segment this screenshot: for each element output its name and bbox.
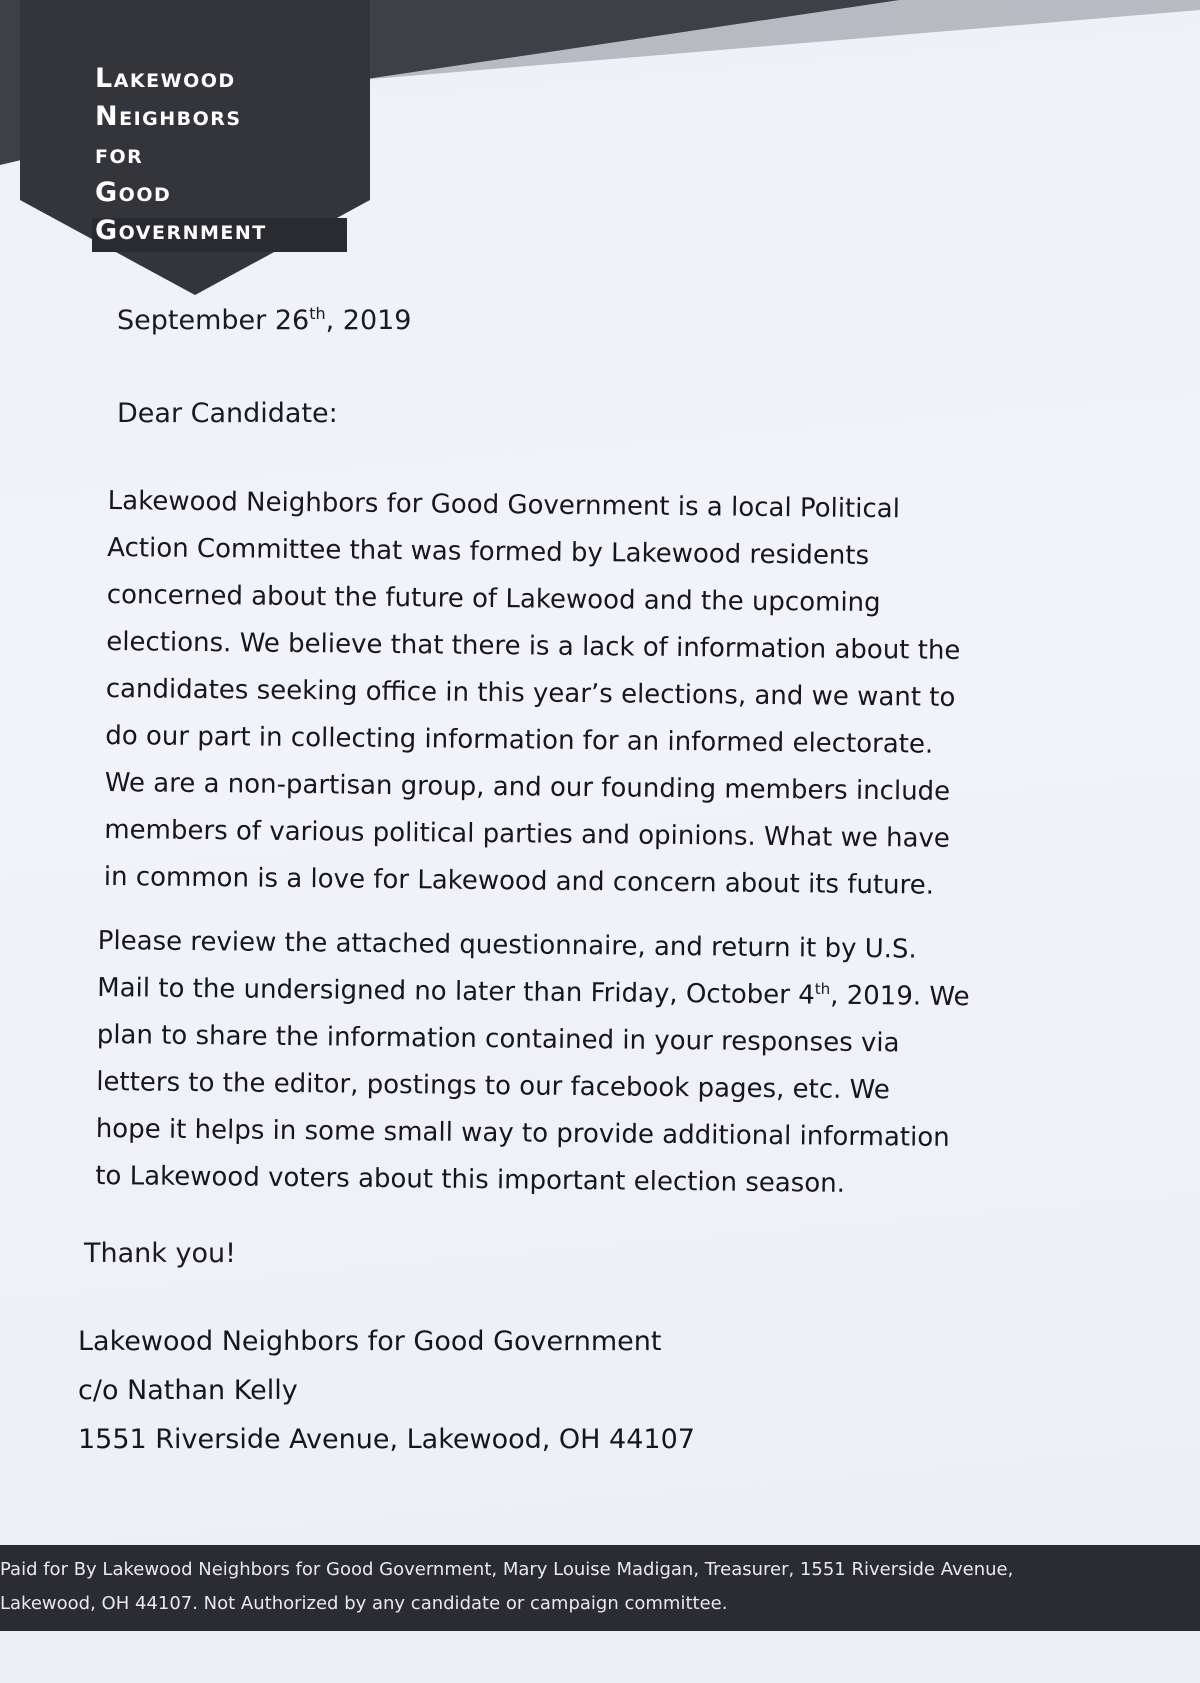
paragraph-line: Lakewood Neighbors for Good Government is a local Political [107,485,901,525]
deadline-text: Mail to the undersigned no later than Friday, October 4 [97,972,815,1011]
paragraph-intro [104,478,963,910]
logo-line: for [95,139,144,170]
signature-block [78,1317,695,1464]
deadline-year: , 2019. We [829,980,970,1013]
paragraph-line: candidates seeking office in this year’s elections, and we want to [105,673,956,713]
logo-line: Neighbors [95,101,242,132]
paragraph-request [95,918,970,1209]
closing: Thank you! [84,1238,236,1269]
logo-line: Good [95,177,172,208]
paragraph-line: elections. We believe that there is a lack of information about the [106,626,961,666]
paragraph-line: members of various political parties and opinions. What we have [104,814,951,854]
deadline-ordinal: th [814,979,831,999]
paragraph-line: do our part in collecting information for an informed electorate. [105,720,934,760]
signature-line: c/o Nathan Kelly [78,1375,298,1406]
paragraph-line: plan to share the information contained in your responses via [96,1019,900,1059]
paragraph-line: hope it helps in some small way to provide additional information [95,1113,950,1153]
date-main: September 26 [117,305,310,336]
footer-line: Paid for By Lakewood Neighbors for Good Government, Mary Louise Madigan, Treasurer, 1551 Riverside Avenue, [0,1559,1014,1580]
paragraph-line: We are a non-partisan group, and our founding members include [104,767,951,807]
paragraph-line: Action Committee that was formed by Lakewood residents [107,532,870,571]
letter-date [117,304,412,336]
date-ordinal: th [309,304,326,323]
paragraph-line: in common is a love for Lakewood and concern about its future. [103,861,935,901]
signature-line: 1551 Riverside Avenue, Lakewood, OH 44107 [78,1424,695,1455]
paragraph-line: Please review the attached questionnaire, and return it by U.S. [97,925,917,965]
footer-line: Lakewood, OH 44107. Not Authorized by any candidate or campaign committee. [0,1593,728,1614]
footer-disclaimer [0,1553,1180,1621]
paragraph-line: concerned about the future of Lakewood and the upcoming [106,579,881,619]
logo-line: Government [95,215,267,246]
date-year: , 2019 [325,305,412,336]
paragraph-line: to Lakewood voters about this important election season. [95,1160,846,1199]
organization-logo [95,60,267,250]
salutation: Dear Candidate: [117,398,338,429]
paragraph-line: letters to the editor, postings to our facebook pages, etc. We [96,1066,890,1106]
signature-line: Lakewood Neighbors for Good Government [78,1326,662,1357]
logo-line: Lakewood [95,63,236,94]
